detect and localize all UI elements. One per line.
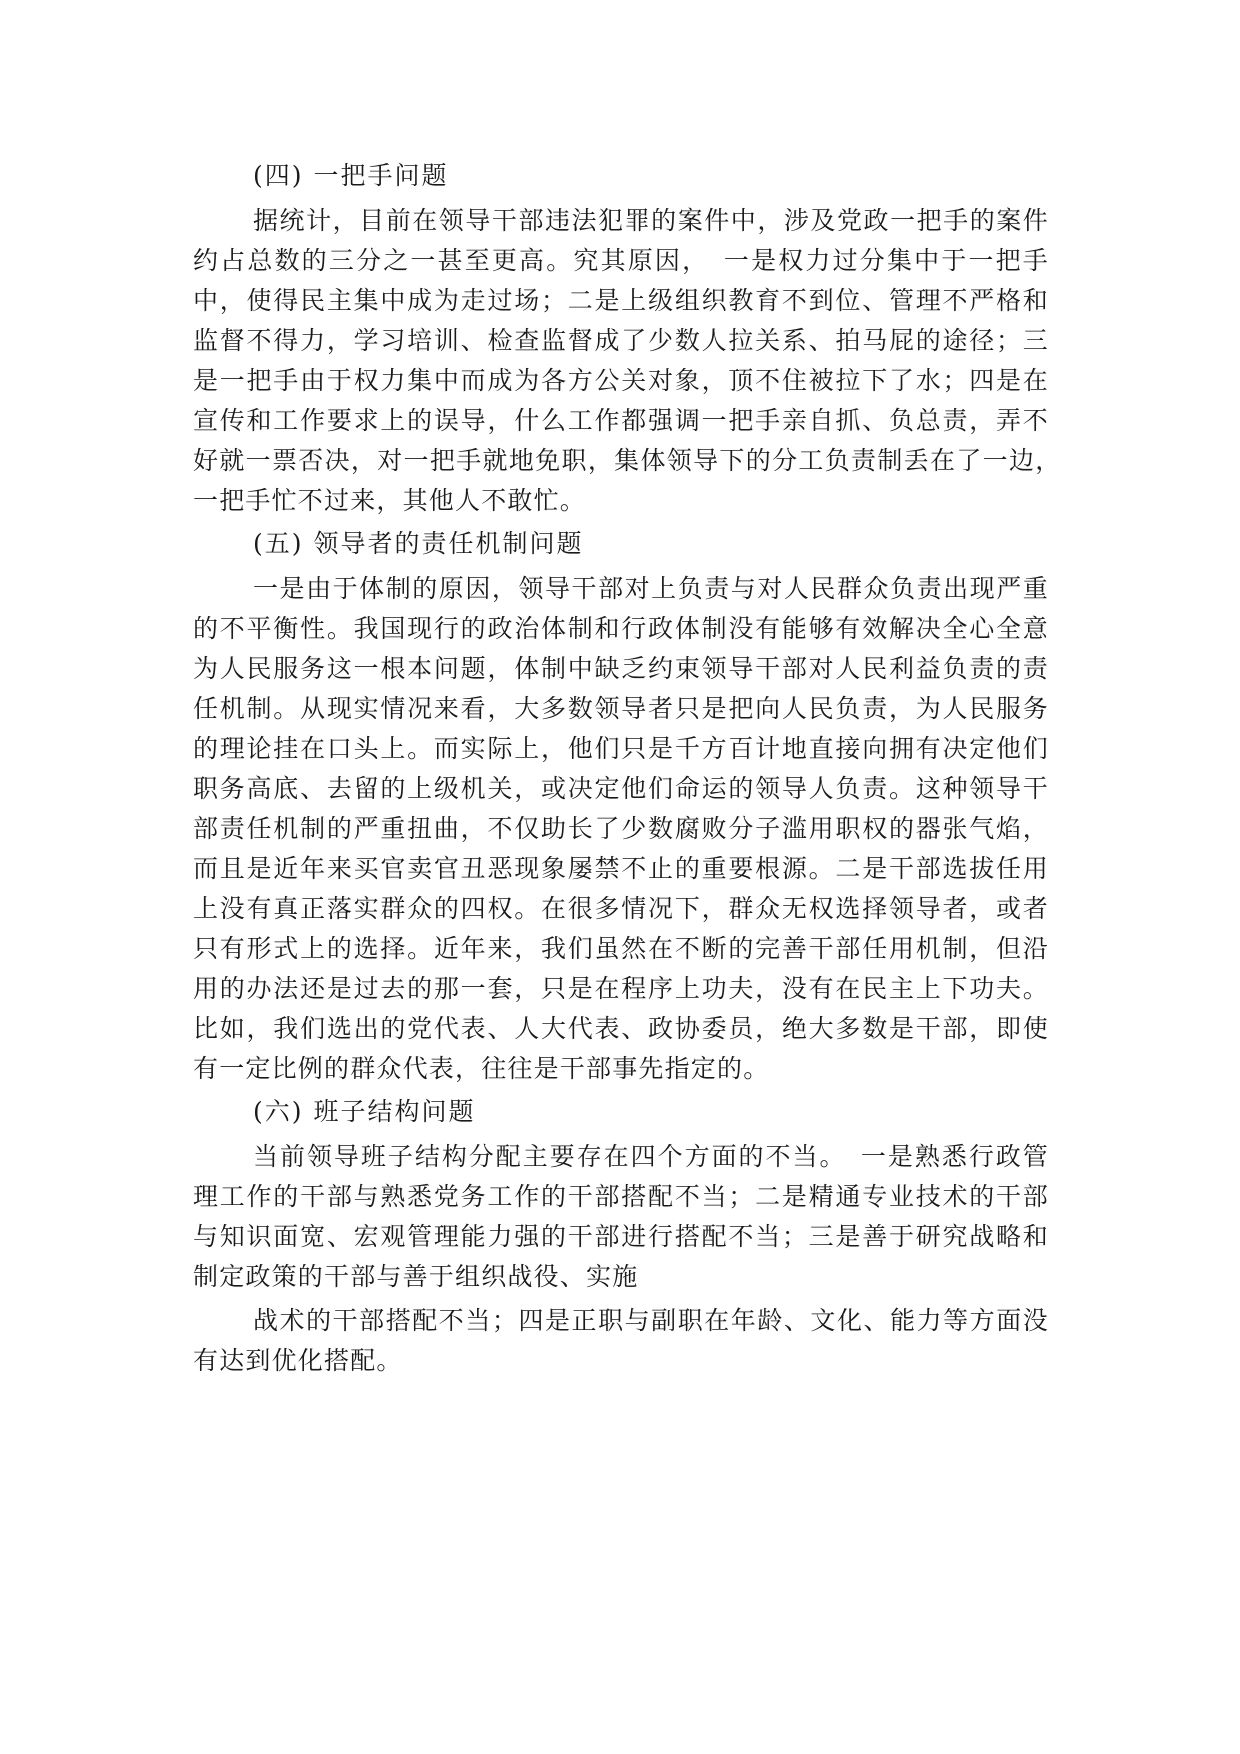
section-heading-5: (五) 领导者的责任机制问题	[253, 529, 584, 558]
section-heading-6: (六) 班子结构问题	[253, 1097, 476, 1126]
section-6-paragraph-1: 当前领导班子结构分配主要存在四个方面的不当。 一是熟悉行政管理工作的干部与熟悉党务工作的干部搭配不当；二是精通专业技术的干部与知识面宽、宏观管理能力强的干部进行搭配不当；三是善于研究战略和制定政策的干部与善于组织战役、实施	[193, 1142, 1049, 1291]
section-heading-4: (四) 一把手问题	[253, 161, 449, 190]
section-6-paragraph-2: 战术的干部搭配不当；四是正职与副职在年龄、文化、能力等方面没有达到优化搭配。	[193, 1306, 1049, 1375]
section-4-paragraph-1: 据统计，目前在领导干部违法犯罪的案件中，涉及党政一把手的案件约占总数的三分之一甚至更高。究其原因， 一是权力过分集中于一把手中，使得民主集中成为走过场；二是上级组织教育不到位、管理不严格和监督不得力，学习培训、检查监督成了少数人拉关系、拍马屁的途径；三是一把手由于权力集中而成为各方公关对象，顶不住被拉下了水；四是在宣传和工作要求上的误导，什么工作都强调一把手亲自抓、负总责，弄不好就一票否决，对一把手就地免职，集体领导下的分工负责制丢在了一边， 一把手忙不过来，其他人不敢忙。	[193, 206, 1076, 515]
document-body	[193, 157, 1076, 1381]
section-5-paragraph-1: 一是由于体制的原因，领导干部对上负责与对人民群众负责出现严重的不平衡性。我国现行的政治体制和行政体制没有能够有效解决全心全意为人民服务这一根本问题，体制中缺乏约束领导干部对人民利益负责的责任机制。从现实情况来看，大多数领导者只是把向人民负责，为人民服务的理论挂在口头上。而实际上，他们只是千方百计地直接向拥有决定他们职务高底、去留的上级机关，或决定他们命运的领导人负责。这种领导干部责任机制的严重扭曲，不仅助长了少数腐败分子滥用职权的器张气焰，而且是近年来买官卖官丑恶现象屡禁不止的重要根源。二是干部选拔任用上没有真正落实群众的四权。在很多情况下，群众无权选择领导者，或者只有形式上的选择。近年来，我们虽然在不断的完善干部任用机制，但沿用的办法还是过去的那一套，只是在程序上功夫，没有在民主上下功夫。比如，我们选出的党代表、人大代表、政协委员，绝大多数是干部，即使有一定比例的群众代表，往往是干部事先指定的。	[193, 574, 1049, 1083]
